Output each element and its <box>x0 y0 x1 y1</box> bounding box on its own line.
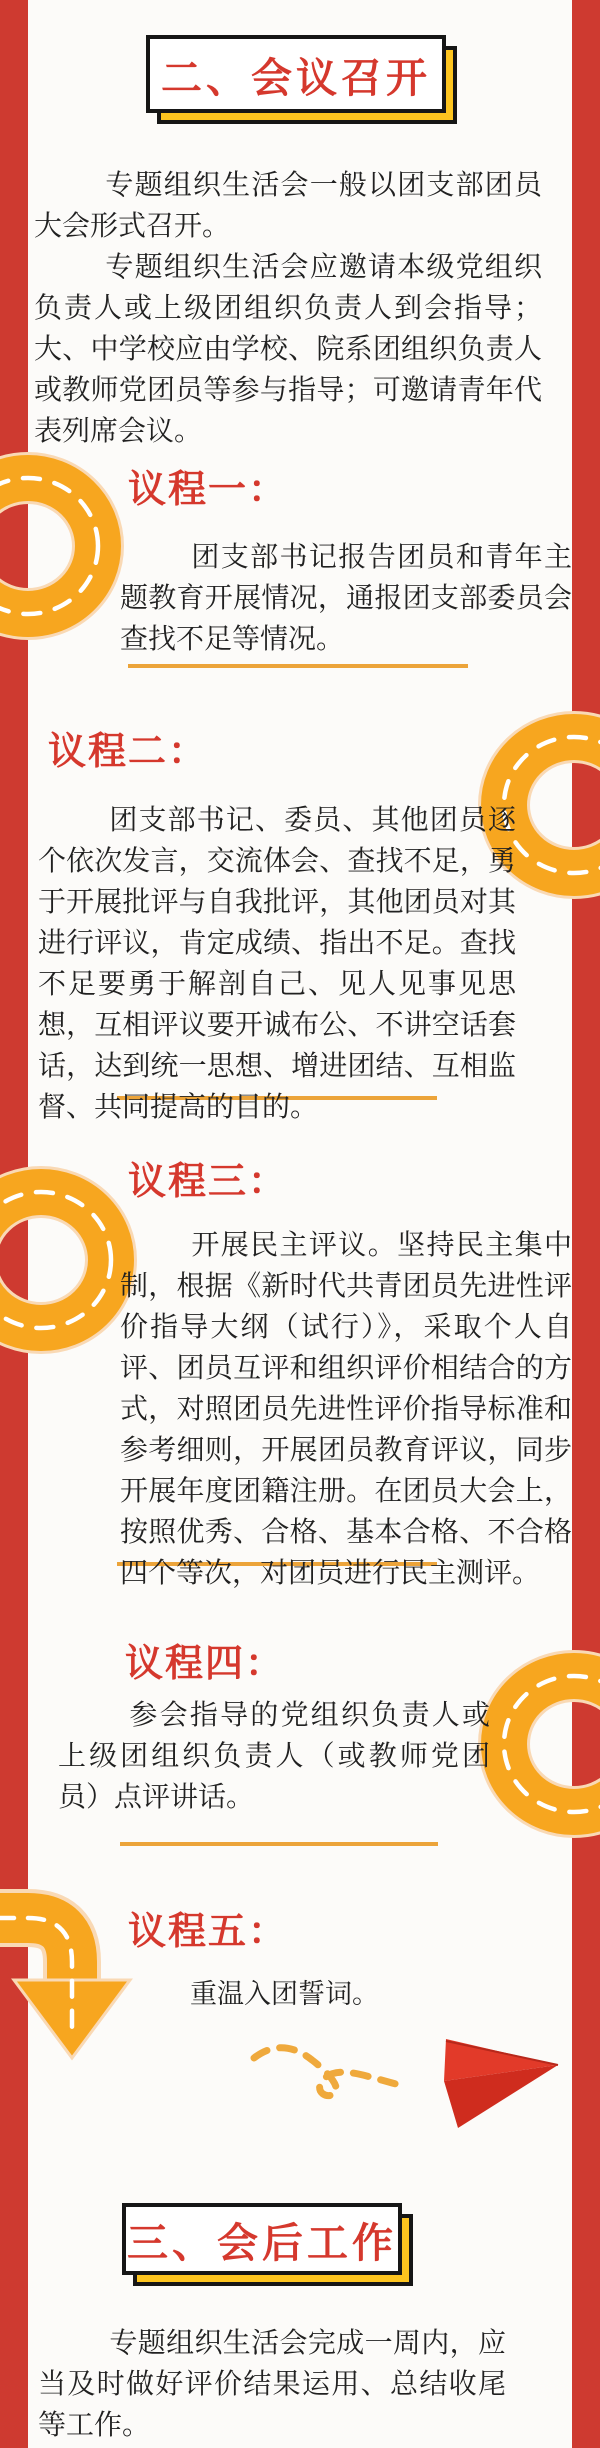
paper-plane-icon <box>392 2025 564 2135</box>
right-red-bar <box>572 0 600 2448</box>
section-title: 三、会后工作 <box>127 2219 397 2266</box>
intro-paragraph-1: 专题组织生活会一般以团支部团员大会形式召开。 <box>34 169 542 241</box>
section-divider <box>120 1842 438 1846</box>
after-meeting-text: 专题组织生活会完成一周内，应当及时做好评价结果运用、总结收尾等工作。 <box>38 2327 506 2440</box>
road-loop-icon <box>478 1644 600 1844</box>
agenda-4-body: 参会指导的党组织负责人或上级团组织负责人（或教师党团员）点评讲话。 <box>58 1699 490 1812</box>
agenda-4-title: 议程四： <box>125 1643 286 1685</box>
agenda-2-title: 议程二： <box>48 731 209 773</box>
section-title: 二、会议召开 <box>161 54 431 101</box>
road-loop-icon <box>0 1160 137 1360</box>
road-loop-icon <box>0 446 124 646</box>
intro-paragraphs <box>34 164 542 451</box>
agenda-2-body: 团支部书记、委员、其他团员逐个依次发言，交流体会、查找不足，勇于开展批评与自我批评，其他团员对其进行评议，肯定成绩、指出不足。查找不足要勇于解剖自己、见人见事见思想，互相评议要开诚布公、不讲空话套话，达到统一思想、增进团结、互相监督、共同提高的目的。 <box>38 804 516 1122</box>
agenda-5-body: 重温入团誓词。 <box>190 1979 379 2009</box>
agenda-3-title: 议程三： <box>128 1161 289 1203</box>
agenda-5-title: 议程五： <box>128 1911 289 1953</box>
after-meeting-paragraph <box>38 2322 506 2445</box>
section-banner-after-meeting <box>122 2203 402 2275</box>
agenda-1-title: 议程一： <box>128 469 289 511</box>
agenda-1-body: 团支部书记报告团员和青年主题教育开展情况，通报团支部委员会查找不足等情况。 <box>120 541 572 654</box>
section-divider <box>128 664 468 668</box>
road-arrow-down-icon <box>0 1878 148 2078</box>
section-banner-meeting <box>146 35 446 113</box>
intro-paragraph-2: 专题组织生活会应邀请本级党组织负责人或上级团组织负责人到会指导；大、中学校应由学校、院系团组织负责人或教师党团员等参与指导；可邀请青年代表列席会议。 <box>34 251 542 446</box>
agenda-3-body: 开展民主评议。坚持民主集中制，根据《新时代共青团员先进性评价指导大纲（试行）》，采取个人自评、团员互评和组织评价相结合的方式，对照团员先进性评价指导标准和参考细则，开展团员教育评议，同步开展年度团籍注册。在团员大会上，按照优秀、合格、基本合格、不合格四个等次，对团员进行民主测评。 <box>120 1229 572 1588</box>
